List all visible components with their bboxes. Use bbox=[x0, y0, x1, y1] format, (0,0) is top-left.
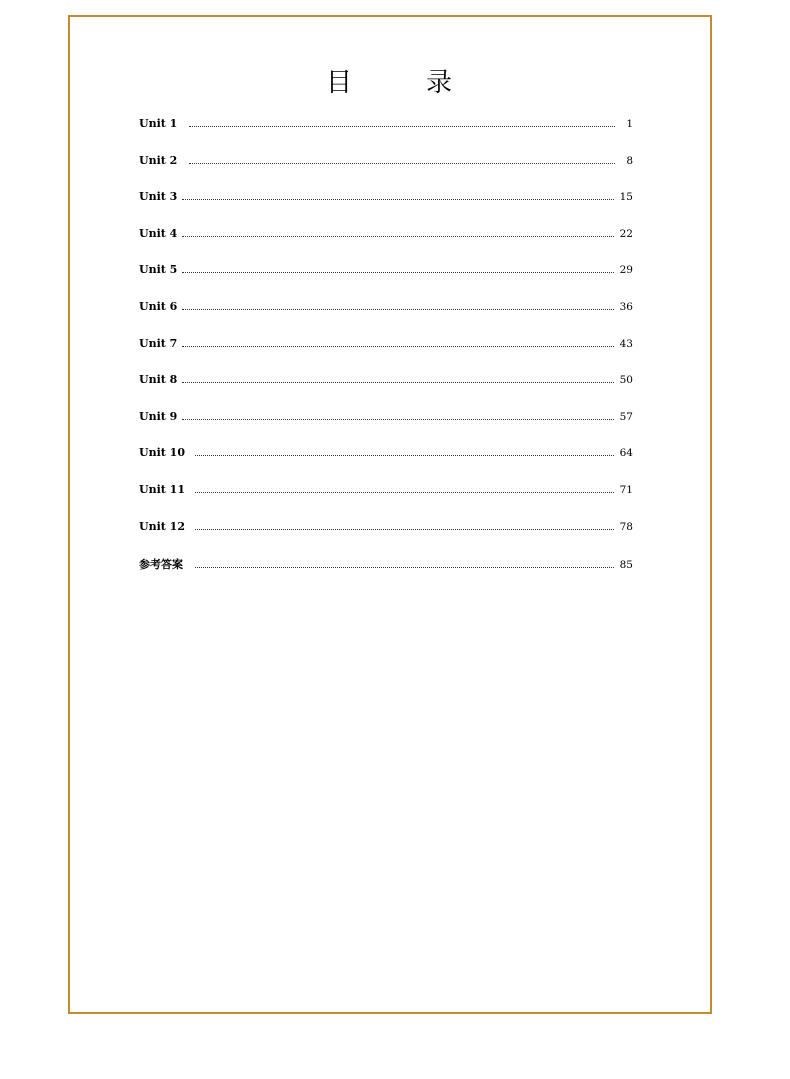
toc-entry-label: Unit 10 bbox=[139, 446, 185, 460]
toc-dot-leader bbox=[182, 271, 614, 273]
toc-entry-unit-9[interactable] bbox=[139, 410, 633, 447]
toc-entry-page: 36 bbox=[619, 300, 633, 313]
toc-dot-leader bbox=[182, 381, 614, 383]
toc-title: 目 录 bbox=[325, 68, 476, 98]
toc-entry-label: Unit 7 bbox=[139, 336, 178, 350]
toc-dot-leader bbox=[189, 125, 615, 127]
toc-entry-label: Unit 3 bbox=[139, 190, 178, 204]
toc-entry-label: Unit 8 bbox=[139, 373, 178, 387]
toc-entry-page: 85 bbox=[619, 559, 633, 572]
toc-entry-label: Unit 11 bbox=[139, 482, 185, 496]
toc-entry-label: Unit 1 bbox=[139, 117, 178, 130]
toc-dot-leader bbox=[182, 418, 614, 420]
toc-entry-label: Unit 5 bbox=[139, 263, 178, 277]
toc-entry-label: Unit 2 bbox=[139, 153, 178, 167]
toc-entry-label: Unit 6 bbox=[139, 299, 178, 313]
toc-dot-leader bbox=[182, 345, 614, 347]
toc-entry-unit-12[interactable] bbox=[139, 520, 633, 557]
toc-entry-page: 8 bbox=[626, 154, 633, 167]
toc-entry-page: 1 bbox=[626, 118, 633, 130]
toc-entry-page: 22 bbox=[619, 227, 633, 240]
toc-dot-leader bbox=[195, 491, 614, 493]
toc-dot-leader bbox=[195, 566, 614, 568]
toc-entry-page: 29 bbox=[619, 264, 633, 277]
toc-entry-unit-1[interactable] bbox=[139, 117, 633, 154]
toc-entry-unit-8[interactable] bbox=[139, 373, 633, 410]
toc-dot-leader bbox=[182, 308, 614, 310]
toc-entry-label: Unit 4 bbox=[139, 226, 178, 240]
toc-entry-page: 57 bbox=[619, 410, 633, 423]
toc-dot-leader bbox=[189, 162, 615, 164]
toc-entry-unit-11[interactable] bbox=[139, 483, 633, 520]
toc-entry-unit-2[interactable] bbox=[139, 154, 633, 191]
toc-dot-leader bbox=[182, 198, 614, 200]
toc-dot-leader bbox=[182, 235, 614, 237]
toc-list bbox=[139, 117, 633, 593]
toc-entry-unit-3[interactable] bbox=[139, 190, 633, 227]
toc-entry-page: 78 bbox=[619, 520, 633, 533]
toc-entry-unit-5[interactable] bbox=[139, 263, 633, 300]
toc-entry-answers[interactable] bbox=[139, 556, 633, 593]
toc-entry-label: Unit 9 bbox=[139, 409, 178, 423]
toc-entry-page: 50 bbox=[619, 374, 633, 387]
toc-dot-leader bbox=[195, 454, 614, 456]
toc-entry-unit-6[interactable] bbox=[139, 300, 633, 337]
toc-entry-label: 参考答案 bbox=[139, 558, 183, 572]
toc-dot-leader bbox=[195, 528, 614, 530]
toc-entry-page: 43 bbox=[619, 337, 633, 350]
toc-entry-unit-10[interactable] bbox=[139, 446, 633, 483]
toc-entry-label: Unit 12 bbox=[139, 519, 185, 533]
toc-entry-page: 71 bbox=[619, 483, 633, 496]
toc-entry-page: 64 bbox=[619, 447, 633, 460]
toc-entry-unit-7[interactable] bbox=[139, 337, 633, 374]
toc-entry-page: 15 bbox=[619, 191, 633, 204]
toc-entry-unit-4[interactable] bbox=[139, 227, 633, 264]
